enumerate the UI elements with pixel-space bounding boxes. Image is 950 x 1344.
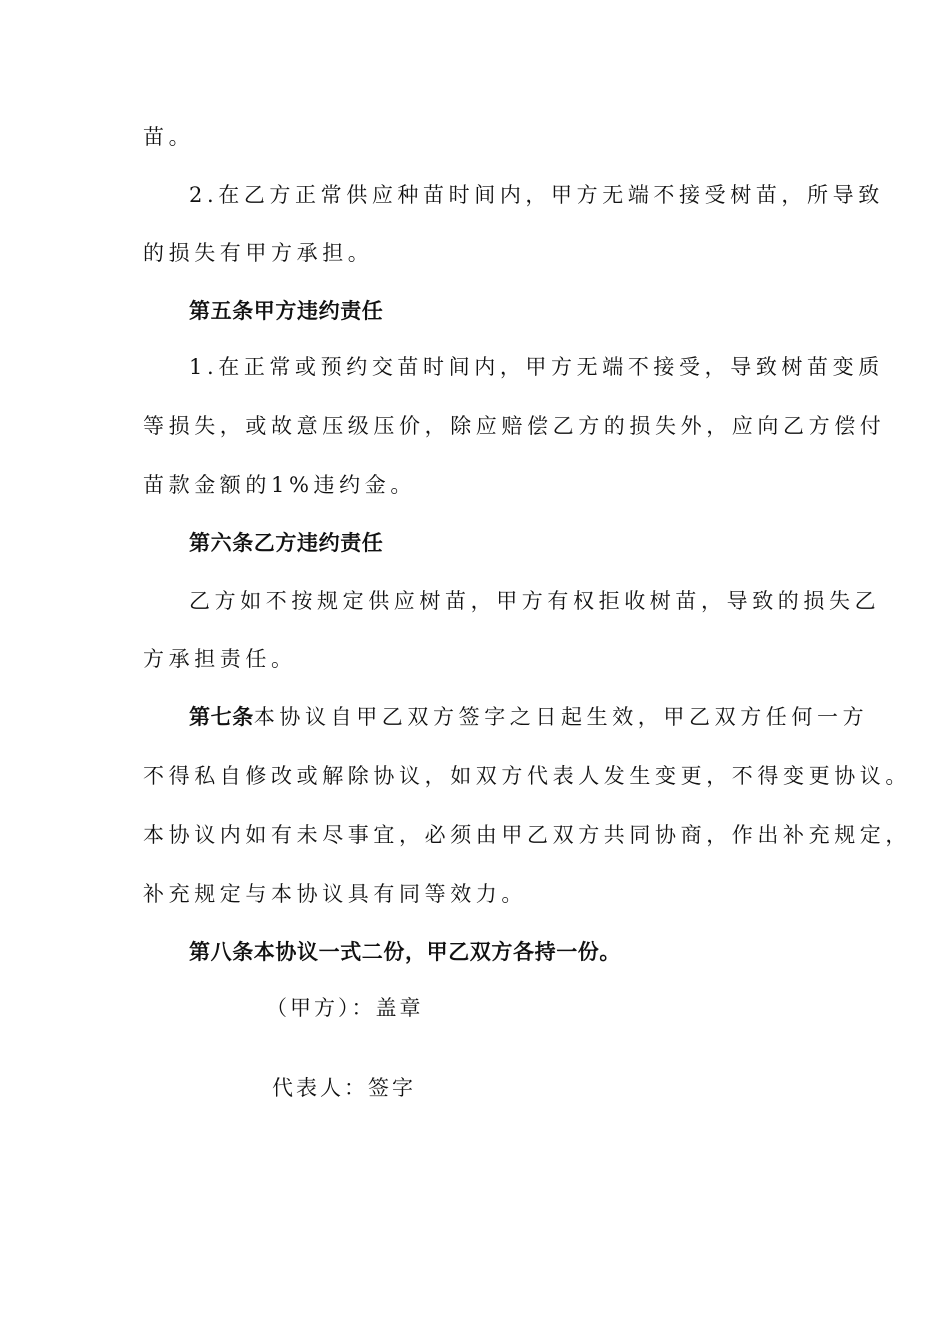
paragraph-line: 方承担责任。 — [143, 647, 297, 671]
section-heading: 第八条本协议一式二份，甲乙双方各持一份。 — [189, 940, 621, 964]
paragraph-line: 的损失有甲方承担。 — [143, 241, 374, 265]
paragraph-line: 苗款金额的1%违约金。 — [143, 473, 416, 497]
section-heading: 第五条甲方违约责任 — [189, 299, 384, 323]
representative-signature-line: 代表人：签字 — [272, 1076, 416, 1100]
paragraph-line: 补充规定与本协议具有同等效力。 — [143, 882, 527, 906]
paragraph-line: 1.在正常或预约交苗时间内，甲方无端不接受，导致树苗变质 — [189, 355, 884, 379]
paragraph-line: 本协议内如有未尽事宜，必须由甲乙双方共同协商，作出补充规定， — [143, 823, 911, 847]
paragraph-line — [189, 702, 869, 732]
paragraph-line: 等损失，或故意压级压价，除应赔偿乙方的损失外，应向乙方偿付 — [143, 414, 886, 438]
paragraph-line: 2.在乙方正常供应种苗时间内，甲方无端不接受树苗，所导致 — [189, 183, 884, 207]
section-heading: 第六条乙方违约责任 — [189, 531, 384, 555]
paragraph-line: 乙方如不按规定供应树苗，甲方有权拒收树苗，导致的损失乙 — [189, 589, 881, 613]
article-text: 本协议自甲乙双方签字之日起生效，甲乙双方任何一方 — [253, 705, 869, 729]
party-a-seal-line: （甲方）：盖章 — [266, 996, 424, 1020]
article-label: 第七条 — [189, 705, 254, 729]
paragraph-line: 苗。 — [143, 125, 195, 149]
paragraph-line: 不得私自修改或解除协议，如双方代表人发生变更，不得变更协议。 — [143, 764, 911, 788]
